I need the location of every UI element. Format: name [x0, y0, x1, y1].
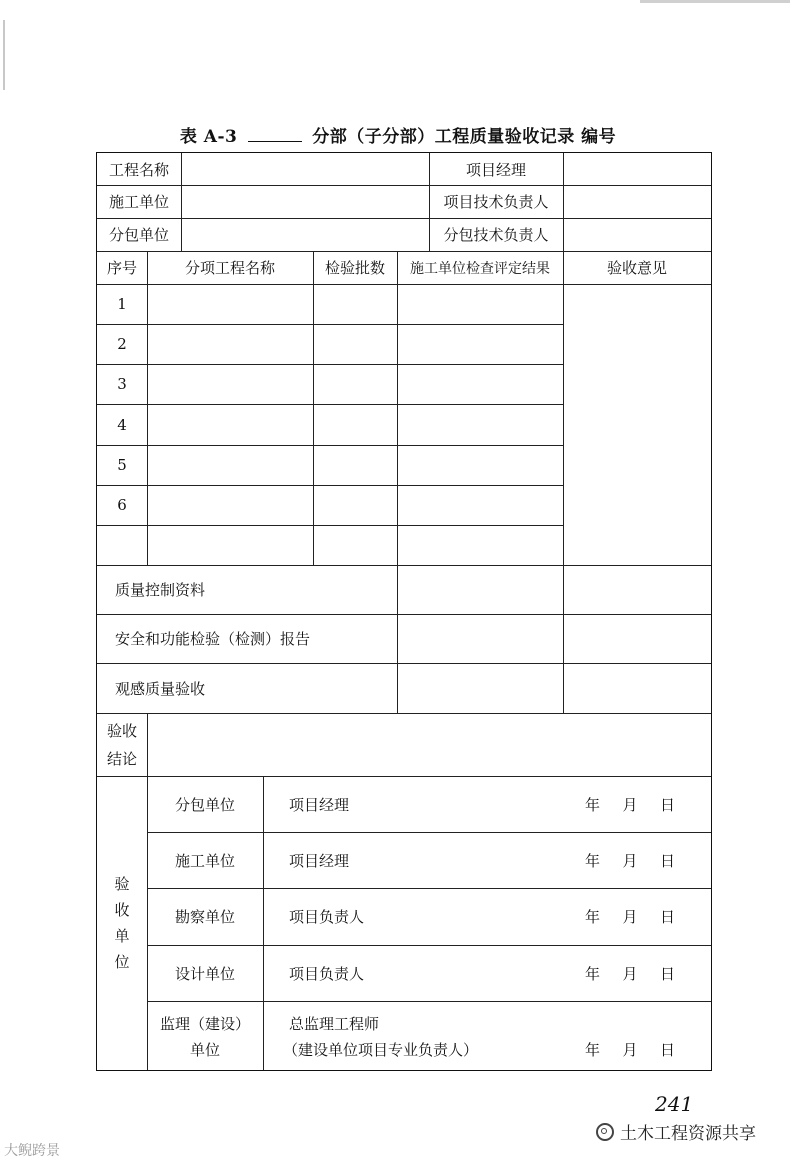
row-number: 5 [117, 456, 127, 474]
label-tech-leader: 项目技术负责人 [443, 193, 549, 211]
col-divider [563, 153, 564, 251]
date-year: 年 [585, 908, 601, 926]
date-day: 日 [659, 964, 675, 983]
label-project-name: 工程名称 [108, 160, 169, 179]
unit-supervision-line: 单位 [189, 1041, 220, 1059]
row-divider [97, 185, 711, 186]
unit-supervision-line: 监理（建设） [159, 1015, 250, 1033]
label-subcontract-unit: 分包单位 [108, 226, 169, 244]
row-divider [97, 364, 563, 365]
date-fields [585, 945, 675, 1001]
date-day: 日 [659, 851, 675, 870]
watermark-left: 大鲵跨景 [4, 1143, 60, 1159]
row-number: 1 [117, 295, 127, 313]
acceptance-units-label [97, 871, 147, 975]
serial-label: 编号 [581, 127, 617, 147]
table-title [0, 122, 796, 147]
label-subcontract-tech-leader: 分包技术负责人 [443, 226, 549, 244]
label-construction-unit: 施工单位 [108, 193, 169, 211]
date-day: 日 [659, 908, 675, 926]
date-fields [585, 1035, 675, 1063]
date-year: 年 [585, 964, 601, 983]
acceptance-units-char: 验 [114, 875, 130, 893]
col-header-item-name: 分项工程名称 [184, 259, 275, 277]
row-number: 6 [117, 496, 127, 514]
acceptance-units-char: 收 [114, 901, 130, 919]
unit-survey: 勘察单位 [174, 908, 235, 926]
date-fields [585, 832, 675, 888]
role-label: 项目经理 [289, 851, 350, 870]
col-header-opinion: 验收意见 [606, 259, 667, 277]
date-day: 日 [659, 1040, 675, 1059]
date-month: 月 [622, 908, 638, 926]
check-quality-control-docs: 质量控制资料 [115, 581, 206, 599]
col-header-seq: 序号 [106, 259, 137, 277]
supervision-role-line: （建设单位项目专业负责人） [283, 1041, 479, 1059]
supervision-role [283, 1011, 479, 1063]
date-month: 月 [622, 1040, 638, 1059]
row-divider [97, 324, 563, 325]
title-blank-line [248, 127, 302, 142]
date-fields [585, 776, 675, 832]
col-divider [397, 251, 398, 713]
unit-construction: 施工单位 [174, 851, 235, 870]
conclusion-label-line: 结论 [106, 750, 137, 768]
conclusion-label [97, 717, 147, 773]
scan-edge-top [640, 0, 790, 3]
col-header-batch-count: 检验批数 [324, 259, 385, 277]
row-number: 3 [117, 375, 127, 393]
col-divider [563, 251, 564, 713]
row-divider [97, 445, 563, 446]
table-number: 表 A-3 [179, 127, 238, 147]
check-appearance-quality: 观感质量验收 [115, 679, 206, 698]
row-number: 2 [117, 335, 127, 353]
date-month: 月 [622, 964, 638, 983]
unit-design: 设计单位 [174, 964, 235, 983]
row-divider [147, 1001, 711, 1002]
col-divider [181, 153, 182, 251]
col-divider [147, 251, 148, 565]
label-project-manager: 项目经理 [465, 160, 526, 179]
acceptance-units-char: 单 [114, 927, 130, 945]
row-divider [97, 218, 711, 219]
date-month: 月 [622, 795, 638, 814]
scan-edge [3, 20, 5, 90]
role-label: 项目负责人 [289, 964, 365, 983]
watermark-right [596, 1119, 756, 1144]
row-divider [97, 284, 711, 285]
conclusion-label-line: 验收 [106, 722, 137, 740]
watermark-right-text: 土木工程资源共享 [620, 1124, 756, 1144]
acceptance-form-table [96, 152, 712, 1071]
col-header-check-result: 施工单位检查评定结果 [410, 260, 550, 277]
wechat-icon [596, 1123, 614, 1141]
table-name: 分部（子分部）工程质量验收记录 [312, 127, 575, 147]
date-day: 日 [659, 795, 675, 814]
supervision-role-line: 总监理工程师 [289, 1015, 380, 1033]
role-label: 项目负责人 [289, 908, 365, 926]
col-divider [313, 251, 314, 565]
acceptance-units-char: 位 [114, 953, 130, 971]
date-year: 年 [585, 851, 601, 870]
row-divider [97, 713, 711, 714]
row-divider [97, 525, 563, 526]
col-divider [263, 776, 264, 1070]
row-number [97, 525, 147, 565]
row-divider [97, 404, 563, 405]
check-safety-function-report: 安全和功能检验（检测）报告 [115, 630, 311, 648]
unit-supervision [147, 1011, 263, 1063]
date-fields [585, 888, 675, 945]
date-year: 年 [585, 1040, 601, 1059]
role-label: 项目经理 [289, 795, 350, 814]
date-year: 年 [585, 795, 601, 814]
row-number: 4 [117, 415, 127, 434]
page-number: 241 [655, 1092, 694, 1116]
row-divider [97, 485, 563, 486]
unit-subcontract: 分包单位 [174, 795, 235, 814]
date-month: 月 [622, 851, 638, 870]
